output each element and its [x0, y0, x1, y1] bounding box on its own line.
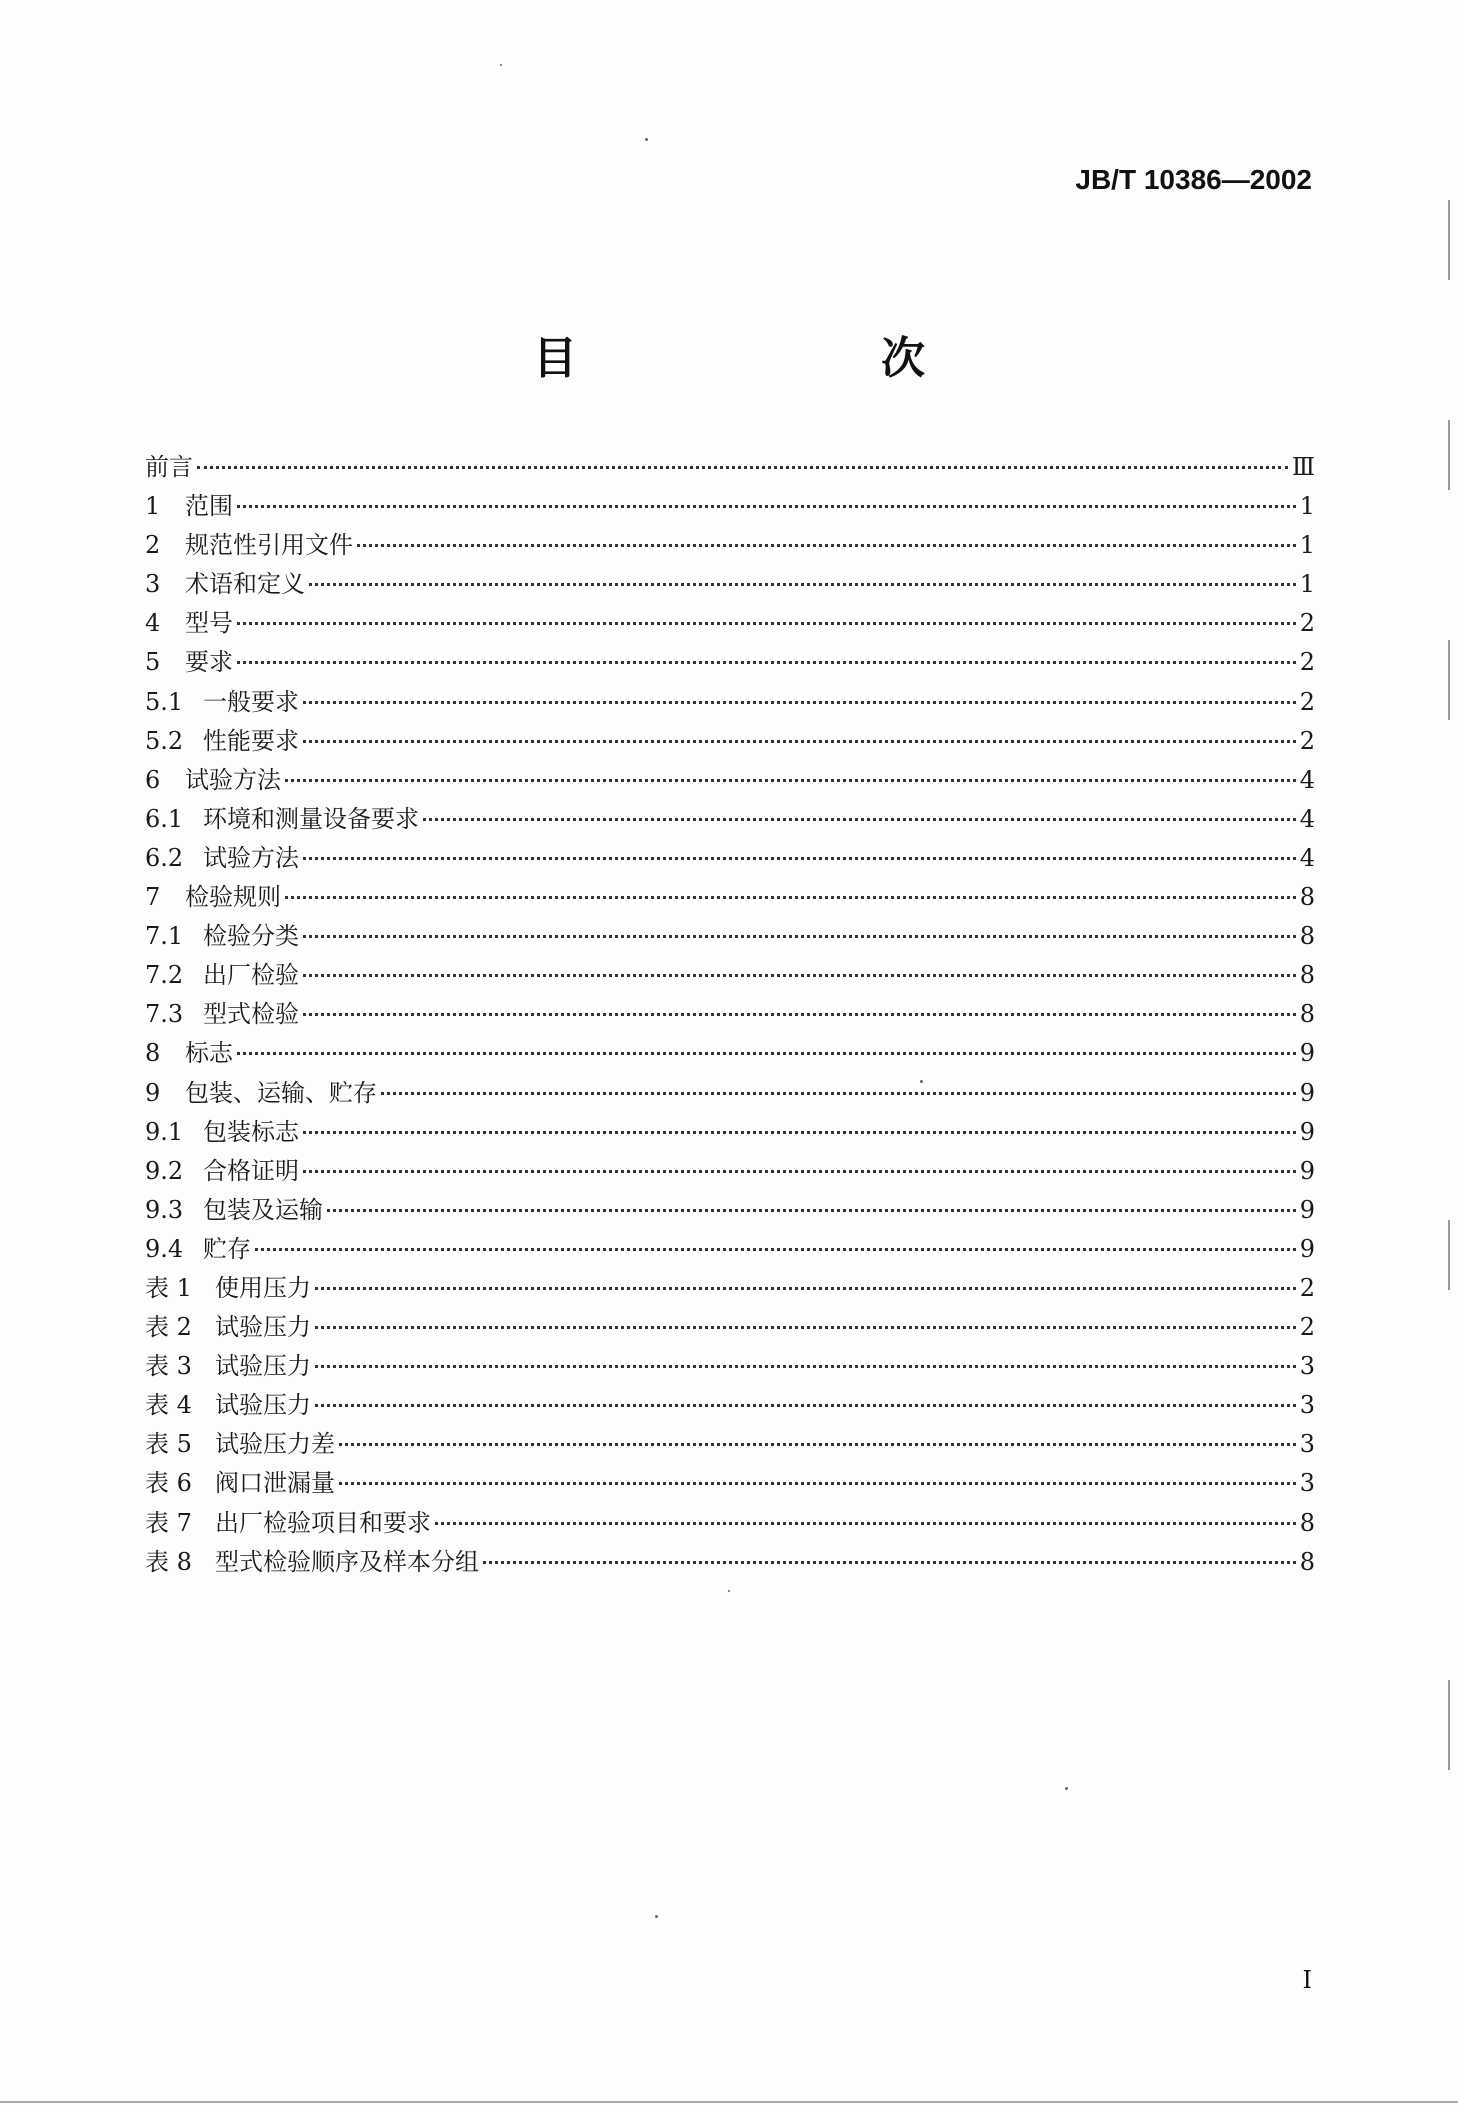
toc-entry[interactable] [145, 1308, 1315, 1347]
toc-entry-page: 4 [1299, 804, 1315, 833]
toc-entry[interactable] [145, 995, 1315, 1034]
toc-entry-number: 表 6 [145, 1469, 192, 1498]
toc-leader-dots [315, 1365, 1296, 1368]
toc-entry-label: 要求 [185, 648, 233, 677]
toc-entry-label: 包装标志 [203, 1117, 299, 1146]
toc-entry-number: 5 [145, 648, 161, 677]
toc-entry[interactable] [145, 1152, 1315, 1191]
toc-entry-number: 6 [145, 765, 161, 794]
toc-entry-label: 贮存 [203, 1234, 251, 1263]
toc-entry-page: 3 [1299, 1352, 1315, 1381]
toc-leader-dots [303, 1013, 1296, 1016]
toc-entry[interactable] [145, 1034, 1315, 1073]
toc-entry-page: 8 [1299, 883, 1315, 912]
toc-entry-label: 阀口泄漏量 [215, 1469, 335, 1498]
toc-entry[interactable] [145, 800, 1315, 839]
toc-entry-number: 9.1 [145, 1117, 184, 1146]
toc-leader-dots [197, 466, 1288, 469]
toc-entry[interactable] [145, 878, 1315, 917]
toc-entry-label: 范围 [185, 492, 233, 521]
toc-entry-page: 9 [1299, 1195, 1315, 1224]
toc-leader-dots [303, 1170, 1296, 1173]
scan-speck [655, 1915, 658, 1918]
toc-leader-dots [357, 544, 1296, 547]
toc-entry-label: 检验规则 [185, 883, 281, 912]
scan-edge-mark [1448, 200, 1450, 280]
toc-entry-page: 4 [1299, 765, 1315, 794]
toc-entry-label: 使用压力 [215, 1273, 311, 1302]
toc-entry-number: 9.4 [145, 1234, 184, 1263]
toc-entry[interactable] [145, 1425, 1315, 1464]
scan-speck [920, 1080, 923, 1083]
toc-entry-label: 试验压力 [215, 1352, 311, 1381]
toc-leader-dots [237, 505, 1296, 508]
toc-entry-page: 3 [1299, 1430, 1315, 1459]
toc-entry[interactable] [145, 761, 1315, 800]
toc-entry[interactable] [145, 487, 1315, 526]
toc-entry-page: 2 [1299, 609, 1315, 638]
toc-entry-label: 型号 [185, 609, 233, 638]
toc-entry-number: 表 3 [145, 1352, 192, 1381]
toc-entry[interactable] [145, 643, 1315, 682]
toc-entry[interactable] [145, 1347, 1315, 1386]
toc-entry-label: 试验方法 [203, 843, 299, 872]
toc-entry-number: 6.2 [145, 843, 184, 872]
toc-entry[interactable] [145, 1269, 1315, 1308]
toc-entry-label: 前言 [145, 453, 193, 481]
toc-entry[interactable] [145, 526, 1315, 565]
toc-leader-dots [303, 857, 1296, 860]
toc-entry-page: 9 [1299, 1078, 1315, 1107]
toc-entry-page: 2 [1299, 1273, 1315, 1302]
toc-entry-label: 包装、运输、贮存 [185, 1078, 377, 1107]
toc-entry-page: 2 [1299, 687, 1315, 716]
toc-leader-dots [303, 1131, 1296, 1134]
toc-entry[interactable] [145, 917, 1315, 956]
scan-edge-mark [1448, 420, 1450, 490]
toc-entry-page: 8 [1299, 961, 1315, 990]
toc-entry-page: 8 [1299, 1000, 1315, 1029]
toc-leader-dots [309, 583, 1296, 586]
toc-leader-dots [237, 661, 1296, 664]
toc-entry-label: 规范性引用文件 [185, 531, 353, 560]
toc-entry-number: 表 4 [145, 1391, 192, 1420]
toc-entry-number: 7.1 [145, 922, 184, 951]
toc-leader-dots [315, 1326, 1296, 1329]
toc-entry-page: 9 [1299, 1156, 1315, 1185]
toc-entry[interactable] [145, 839, 1315, 878]
toc-leader-dots [483, 1561, 1296, 1564]
toc-entry-number: 3 [145, 570, 161, 599]
toc-entry[interactable] [145, 1191, 1315, 1230]
toc-leader-dots [237, 1052, 1296, 1055]
toc-entry-number: 7.2 [145, 961, 184, 990]
toc-entry-page: 4 [1299, 843, 1315, 872]
toc-entry-page: 2 [1299, 648, 1315, 677]
scan-speck [500, 64, 502, 66]
toc-leader-dots [303, 935, 1296, 938]
toc-entry-page: 9 [1299, 1234, 1315, 1263]
scan-edge-mark [0, 2101, 1458, 2103]
toc-entry-label: 性能要求 [203, 726, 299, 755]
toc-entry-label: 环境和测量设备要求 [203, 804, 419, 833]
toc-entry-number: 8 [145, 1039, 161, 1068]
scan-speck [645, 138, 648, 141]
toc-entry-label: 出厂检验项目和要求 [215, 1508, 431, 1537]
toc-leader-dots [285, 896, 1296, 899]
toc-entry-number: 9.2 [145, 1156, 184, 1185]
toc-title: 目 次 [533, 333, 997, 384]
toc-entry[interactable] [145, 1504, 1315, 1543]
toc-entry-number: 5.2 [145, 726, 184, 755]
toc-entry-label: 包装及运输 [203, 1195, 323, 1224]
toc-entry[interactable] [145, 1113, 1315, 1152]
toc-entry-number: 7 [145, 883, 161, 912]
toc-entry-label: 试验压力 [215, 1313, 311, 1342]
toc-entry-number: 5.1 [145, 687, 184, 716]
toc-entry-number: 表 1 [145, 1273, 192, 1302]
toc-entry-label: 试验方法 [185, 765, 281, 794]
document-code: JB/T 10386—2002 [1075, 164, 1312, 195]
toc-entry[interactable] [145, 683, 1315, 722]
toc-entry-label: 标志 [185, 1039, 233, 1068]
table-of-contents [145, 448, 1315, 1582]
toc-entry[interactable] [145, 1386, 1315, 1425]
toc-entry-label: 试验压力差 [215, 1430, 335, 1459]
scan-edge-mark [1448, 1680, 1450, 1770]
toc-leader-dots [315, 1404, 1296, 1407]
toc-entry[interactable] [145, 1543, 1315, 1582]
toc-leader-dots [339, 1482, 1296, 1485]
toc-entry-number: 1 [145, 492, 161, 521]
toc-entry[interactable] [145, 565, 1315, 604]
toc-entry-label: 试验压力 [215, 1391, 311, 1420]
toc-entry-page: 2 [1299, 726, 1315, 755]
scan-edge-mark [1448, 640, 1450, 720]
toc-entry-label: 术语和定义 [185, 570, 305, 599]
toc-entry-page: 3 [1299, 1469, 1315, 1498]
toc-entry-page: 8 [1299, 1547, 1315, 1576]
toc-leader-dots [303, 974, 1296, 977]
toc-leader-dots [381, 1092, 1296, 1095]
toc-entry[interactable] [145, 722, 1315, 761]
toc-entry-page: 2 [1299, 1313, 1315, 1342]
toc-entry[interactable] [145, 956, 1315, 995]
toc-entry-page: 1 [1299, 570, 1315, 599]
toc-leader-dots [315, 1287, 1296, 1290]
toc-entry-number: 4 [145, 609, 161, 638]
toc-entry-number: 表 5 [145, 1430, 192, 1459]
toc-leader-dots [285, 779, 1296, 782]
toc-entry[interactable] [145, 604, 1315, 643]
toc-entry-page: 8 [1299, 1508, 1315, 1537]
scan-speck [728, 1590, 730, 1592]
toc-entry[interactable] [145, 1230, 1315, 1269]
page-number: I [1302, 1966, 1312, 1994]
toc-leader-dots [435, 1522, 1296, 1525]
toc-entry[interactable] [145, 448, 1315, 487]
toc-leader-dots [255, 1248, 1296, 1251]
toc-leader-dots [327, 1209, 1296, 1212]
toc-leader-dots [237, 622, 1296, 625]
toc-leader-dots [339, 1443, 1296, 1446]
toc-entry-page: 9 [1299, 1117, 1315, 1146]
toc-entry[interactable] [145, 1464, 1315, 1503]
toc-entry-number: 表 8 [145, 1547, 192, 1576]
toc-entry-label: 型式检验顺序及样本分组 [215, 1547, 479, 1576]
toc-entry-number: 9.3 [145, 1195, 184, 1224]
toc-entry-label: 出厂检验 [203, 961, 299, 990]
toc-leader-dots [423, 818, 1296, 821]
toc-entry-page: 1 [1299, 531, 1315, 560]
toc-entry-number: 7.3 [145, 1000, 184, 1029]
toc-entry-label: 型式检验 [203, 1000, 299, 1029]
toc-entry-page: 1 [1299, 492, 1315, 521]
toc-entry-page: 8 [1299, 922, 1315, 951]
toc-entry-label: 检验分类 [203, 922, 299, 951]
toc-entry-number: 6.1 [145, 804, 184, 833]
toc-entry-number: 表 2 [145, 1313, 192, 1342]
toc-entry-page: 9 [1299, 1039, 1315, 1068]
toc-entry-label: 合格证明 [203, 1156, 299, 1185]
toc-entry-page: Ⅲ [1291, 453, 1315, 481]
toc-entry-number: 9 [145, 1078, 161, 1107]
toc-entry-number: 表 7 [145, 1508, 192, 1537]
scan-speck [1065, 1787, 1068, 1790]
toc-entry-page: 3 [1299, 1391, 1315, 1420]
scan-edge-mark [1448, 1220, 1450, 1290]
toc-leader-dots [303, 740, 1296, 743]
toc-entry[interactable] [145, 1074, 1315, 1113]
toc-leader-dots [303, 701, 1296, 704]
toc-entry-number: 2 [145, 531, 161, 560]
toc-entry-label: 一般要求 [203, 687, 299, 716]
